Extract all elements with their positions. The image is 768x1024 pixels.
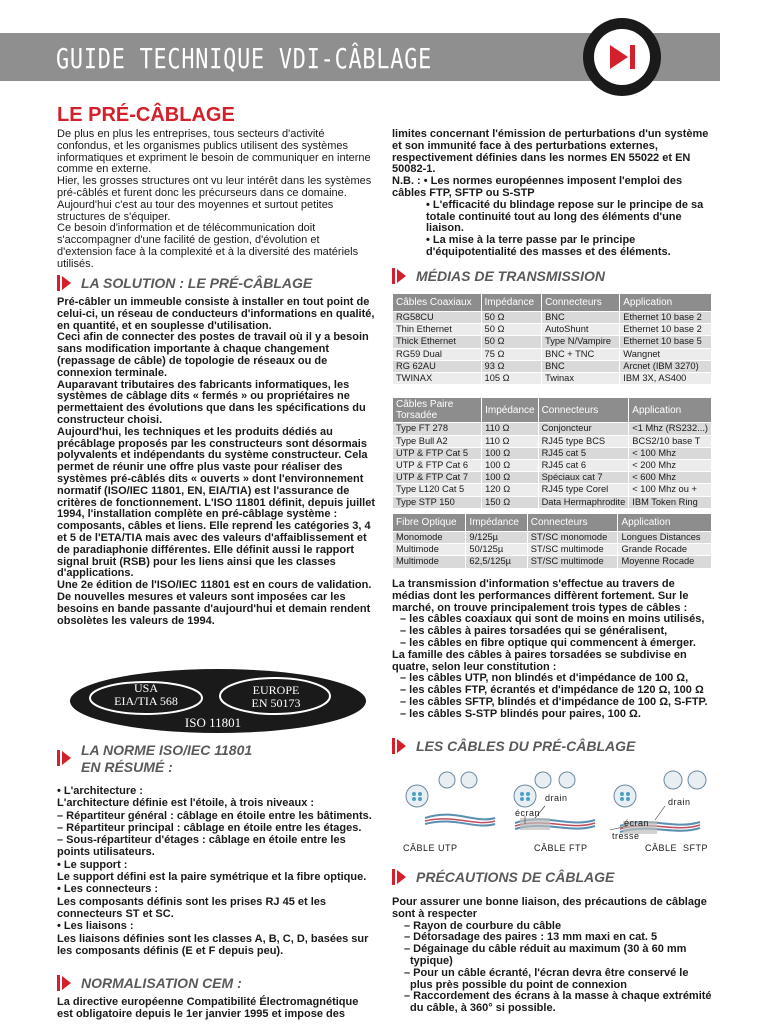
heading-marker-icon xyxy=(57,975,73,991)
table-cell: 100 Ω xyxy=(482,472,538,484)
cem-continued: limites concernant l'émission de perturbations d'un système et son immunité face à des perturbations externes, respectivement définies dans les normes EN 55022 et EN 50082-1. N.B. : • Les normes européennes imposent l'emploi des câbles FTP, SFTP ou S-STP • L'efficacité du blindage repose sur le principe de sa totale continuité tout au long des éléments d'une liaison. • La mise à la terre passe par le principe d'équipotentialité des masses et des éléments. xyxy=(392,128,709,258)
table-cell: RJ45 type BCS xyxy=(538,435,629,447)
table-cell: RJ45 cat 6 xyxy=(538,460,629,472)
table-cell: 93 Ω xyxy=(481,360,542,372)
table-row xyxy=(393,532,712,544)
medias-heading: MÉDIAS DE TRANSMISSION xyxy=(392,268,605,284)
logo-en: EN 50173 xyxy=(251,696,301,710)
table-cell: ST/SC monomode xyxy=(527,532,618,544)
table-cell: UTP & FTP Cat 7 xyxy=(393,472,482,484)
table-cell: Type STP 150 xyxy=(393,496,482,508)
table-cell: 100 Ω xyxy=(482,447,538,459)
annot-ecran: écran xyxy=(515,808,541,818)
table-header-cell: Application xyxy=(620,294,712,312)
cable-sftp-label: CÂBLE SFTP xyxy=(645,843,709,853)
twisted-pair-table xyxy=(392,397,712,509)
table-cell: 100 Ω xyxy=(482,460,538,472)
table-header-cell: Application xyxy=(629,398,712,423)
cables-heading: LES CÂBLES DU PRÉ-CÂBLAGE xyxy=(392,738,635,754)
annot-drain: drain xyxy=(668,797,691,807)
logo-europe: EUROPE xyxy=(252,683,300,697)
table-header-cell: Application xyxy=(618,514,712,532)
table-header-cell: Câbles Paire Torsadée xyxy=(393,398,482,423)
table-cell: < 600 Mhz xyxy=(629,472,712,484)
precautions-heading: PRÉCAUTIONS DE CÂBLAGE xyxy=(392,869,614,885)
table-cell: Moyenne Rocade xyxy=(618,556,712,568)
table-cell: Ethernet 10 base 2 xyxy=(620,312,712,324)
table-row xyxy=(393,312,712,324)
table-cell: 105 Ω xyxy=(481,373,542,385)
coax-table xyxy=(392,293,712,385)
table-row xyxy=(393,544,712,556)
table-cell: ST/SC multimode xyxy=(527,544,618,556)
table-header-cell: Connecteurs xyxy=(527,514,618,532)
table-row xyxy=(393,447,712,459)
table-row xyxy=(393,496,712,508)
header-title: GUIDE TECHNIQUE VDI-CÂBLAGE xyxy=(56,42,433,75)
table-cell: Arcnet (IBM 3270) xyxy=(620,360,712,372)
table-header-cell: Impédance xyxy=(466,514,527,532)
table-header-cell: Câbles Coaxiaux xyxy=(393,294,482,312)
table-cell: Thick Ethernet xyxy=(393,336,482,348)
table-cell: TWINAX xyxy=(393,373,482,385)
table-cell: Ethernet 10 base 2 xyxy=(620,324,712,336)
logo-usa: USA xyxy=(133,681,158,695)
table-cell: 110 Ω xyxy=(482,435,538,447)
table-row xyxy=(393,423,712,435)
table-cell: < 200 Mhz xyxy=(629,460,712,472)
table-cell: 50/125µ xyxy=(466,544,527,556)
table-header-cell: Impédance xyxy=(482,398,538,423)
cable-ftp-label: CÂBLE FTP xyxy=(534,843,588,853)
table-cell: Multimode xyxy=(393,556,466,568)
table-cell: 50 Ω xyxy=(481,312,542,324)
table-cell: Monomode xyxy=(393,532,466,544)
table-cell: 50 Ω xyxy=(481,324,542,336)
table-row xyxy=(393,556,712,568)
precautions-text: Pour assurer une bonne liaison, des précautions de câblage sont à respecter – Rayon de courbure du câble – Détorsadage des paires : 13 mm maxi en cat. 5 – Dégainage du câble réduit au maximum (30 à 60 mm typique) – Pour un câble écranté, l'écran devra être conservé le plus près possible du point de connexion – Raccordement des écrans à la masse à chaque extrémité du câble, à 360° si possible. xyxy=(392,896,712,1015)
table-cell: RJ45 type Corel xyxy=(538,484,629,496)
table-cell: Multimode xyxy=(393,544,466,556)
table-cell: Ethernet 10 base 5 xyxy=(620,336,712,348)
table-cell: BNC xyxy=(542,312,620,324)
table-cell: Type FT 278 xyxy=(393,423,482,435)
table-cell: RG59 Dual xyxy=(393,348,482,360)
table-cell: IBM Token Ring xyxy=(629,496,712,508)
heading-marker-icon xyxy=(57,275,73,291)
table-cell: Longues Distances xyxy=(618,532,712,544)
table-cell: 9/125µ xyxy=(466,532,527,544)
table-cell: 110 Ω xyxy=(482,423,538,435)
table-row xyxy=(393,360,712,372)
table-cell: BNC xyxy=(542,360,620,372)
table-cell: RG 62AU xyxy=(393,360,482,372)
solution-text: Pré-câbler un immeuble consiste à installer en tout point de celui-ci, un réseau de conducteurs d'informations en qualité, en quantité, et en souplesse d'utilisation. Ceci afin de connecter des postes de travail où il y a besoin sans modification importante à chaque changement (repassage de câble) de topologie de réseaux ou de connexion terminale. Auparavant tributaires des fabricants informatiques, les systèmes de câblage dits « fermés » ou propriétaires ne permettaient des évolutions que dans les spécifications du constructeur choisi. Aujourd'hui, les techniques et les produits dédiés au précâblage proposés par les constructeurs sont désormais polyvalents et indépendants du système constructeur. Cela permet de réunir une offre plus vaste pour réaliser des systèmes pré-câblés dits « ouverts » dont l'environnement normatif (ISO/IEC 11801, EN, EIA/TIA) est l'assurance de critères de fonctionnement. L'ISO 11801 définit, depuis juillet 1994, l'installation complète en pré-câblage système : composants, câbles et liens. Elle reprend les catégories 3, 4 et 5 de l'ETA/TIA mais avec des valeurs d'affaiblissement et de paradiaphonie différentes. Elle définit aussi le rapport signal bruit (RSB) pour les liens ainsi que les classes d'applications. Une 2e édition de l'ISO/IEC 11801 est en cours de validation. De nouvelles mesures et valeurs sont imposées car les besoins en bande passante d'aujourd'hui et demain rendent obsolètes les valeurs de 1994. xyxy=(57,296,376,627)
table-cell: Data Hermaphrodite xyxy=(538,496,629,508)
logo-iso: ISO 11801 xyxy=(184,715,242,730)
table-cell: 50 Ω xyxy=(481,336,542,348)
medias-text: La transmission d'information s'effectue au travers de médias dont les performances diffèrent fortement. Sur le marché, on trouve principalement trois types de câbles : – les câbles coaxiaux qui sont de moins en moins utilisés, – les câbles à paires torsadées qui se généralisent, – les câbles en fibre optique qui commencent à émerger. La famille des câbles à paires torsadées se subdivise en quatre, selon leur constitution : – les câbles UTP, non blindés et d'impédance de 100 Ω, – les câbles FTP, écrantés et d'impédance de 120 Ω, 100 Ω – les câbles SFTP, blindés et d'impédance de 100 Ω, S-FTP. – les câbles S-STP blindés pour paires, 100 Ω. xyxy=(392,578,708,720)
table-cell: 120 Ω xyxy=(482,484,538,496)
table-cell: ST/SC multimode xyxy=(527,556,618,568)
table-cell: RG58CU xyxy=(393,312,482,324)
table-row xyxy=(393,484,712,496)
heading-marker-icon xyxy=(392,268,408,284)
table-cell: Spéciaux cat 7 xyxy=(538,472,629,484)
norme-text: • L'architecture : L'architecture définie est l'étoile, à trois niveaux : – Répartiteur général : câblage en étoile entre les bâtiments. – Répartiteur principal : câblage en étoile entre les étages. – Sous-répartiteur d'étages : câblage en étoile entre les points utilisateurs. • Le support : Le support défini est la paire symétrique et la fibre optique. • Les connecteurs : Les composants définis sont les prises RJ 45 et les connecteurs ST et SC. • Les liaisons : Les liaisons définies sont les classes A, B, C, D, basées sur les composants définis (E et F depuis peu). xyxy=(57,785,372,957)
table-row xyxy=(393,348,712,360)
table-cell: < 100 Mhz ou + xyxy=(629,484,712,496)
table-row xyxy=(393,460,712,472)
cem-heading: NORMALISATION CEM : xyxy=(57,975,242,991)
table-row xyxy=(393,472,712,484)
table-cell: 75 Ω xyxy=(481,348,542,360)
table-cell: 150 Ω xyxy=(482,496,538,508)
table-header-cell: Connecteurs xyxy=(538,398,629,423)
table-cell: RJ45 cat 5 xyxy=(538,447,629,459)
annot-drain: drain xyxy=(545,793,568,803)
table-cell: 62,5/125µ xyxy=(466,556,527,568)
solution-heading: LA SOLUTION : LE PRÉ-CÂBLAGE xyxy=(57,275,312,291)
table-cell: <1 Mhz (RS232...) xyxy=(629,423,712,435)
table-cell: UTP & FTP Cat 5 xyxy=(393,447,482,459)
table-cell: AutoShunt xyxy=(542,324,620,336)
table-cell: IBM 3X, AS400 xyxy=(620,373,712,385)
cable-illustrations xyxy=(395,768,715,846)
cable-utp-label: CÂBLE UTP xyxy=(403,843,458,853)
heading-marker-icon xyxy=(392,738,408,754)
annot-ecran: écran xyxy=(624,818,650,828)
table-row xyxy=(393,435,712,447)
norme-heading: LA NORME ISO/IEC 11801 EN RÉSUMÉ : xyxy=(57,742,252,776)
table-cell: Type Bull A2 xyxy=(393,435,482,447)
table-cell: Type N/Vampire xyxy=(542,336,620,348)
play-skip-icon xyxy=(608,42,638,72)
table-cell: Wangnet xyxy=(620,348,712,360)
table-cell: Grande Rocade xyxy=(618,544,712,556)
heading-marker-icon xyxy=(392,869,408,885)
annot-tresse: tresse xyxy=(612,831,640,841)
table-row xyxy=(393,373,712,385)
table-cell: Twinax xyxy=(542,373,620,385)
table-cell: Type L120 Cat 5 xyxy=(393,484,482,496)
table-row xyxy=(393,336,712,348)
table-cell: BCS2/10 base T xyxy=(629,435,712,447)
table-header-cell: Impédance xyxy=(481,294,542,312)
table-cell: < 100 Mhz xyxy=(629,447,712,459)
page-title: LE PRÉ-CÂBLAGE xyxy=(57,104,235,126)
fiber-table xyxy=(392,513,712,569)
heading-marker-icon xyxy=(57,750,73,766)
intro-text: De plus en plus les entreprises, tous secteurs d'activité confondus, et les organismes publics utilisent des systèmes informatiques et expriment le besoin de communiquer en interne comme en externe. Hier, les grosses structures ont vu leur intérêt dans les systèmes pré-câblés et furent donc les précurseurs dans ce domaine. Aujourd'hui c'est au tour des moyennes et surtout petites structures de s'équiper. Ce besoin d'information et de télécommunication doit s'accompagner d'une facilité de gestion, d'évolution et d'extension face à la complexité et à la diversité des matériels utilisés. xyxy=(57,128,372,270)
logo-eia: EIA/TIA 568 xyxy=(114,694,178,708)
table-cell: BNC + TNC xyxy=(542,348,620,360)
table-row xyxy=(393,324,712,336)
table-cell: Thin Ethernet xyxy=(393,324,482,336)
table-cell: UTP & FTP Cat 6 xyxy=(393,460,482,472)
table-header-cell: Connecteurs xyxy=(542,294,620,312)
table-header-cell: Fibre Optique xyxy=(393,514,466,532)
table-cell: Conjoncteur xyxy=(538,423,629,435)
cem-text: La directive européenne Compatibilité Électromagnétique est obligatoire depuis le 1er janvier 1995 et impose des xyxy=(57,996,359,1020)
